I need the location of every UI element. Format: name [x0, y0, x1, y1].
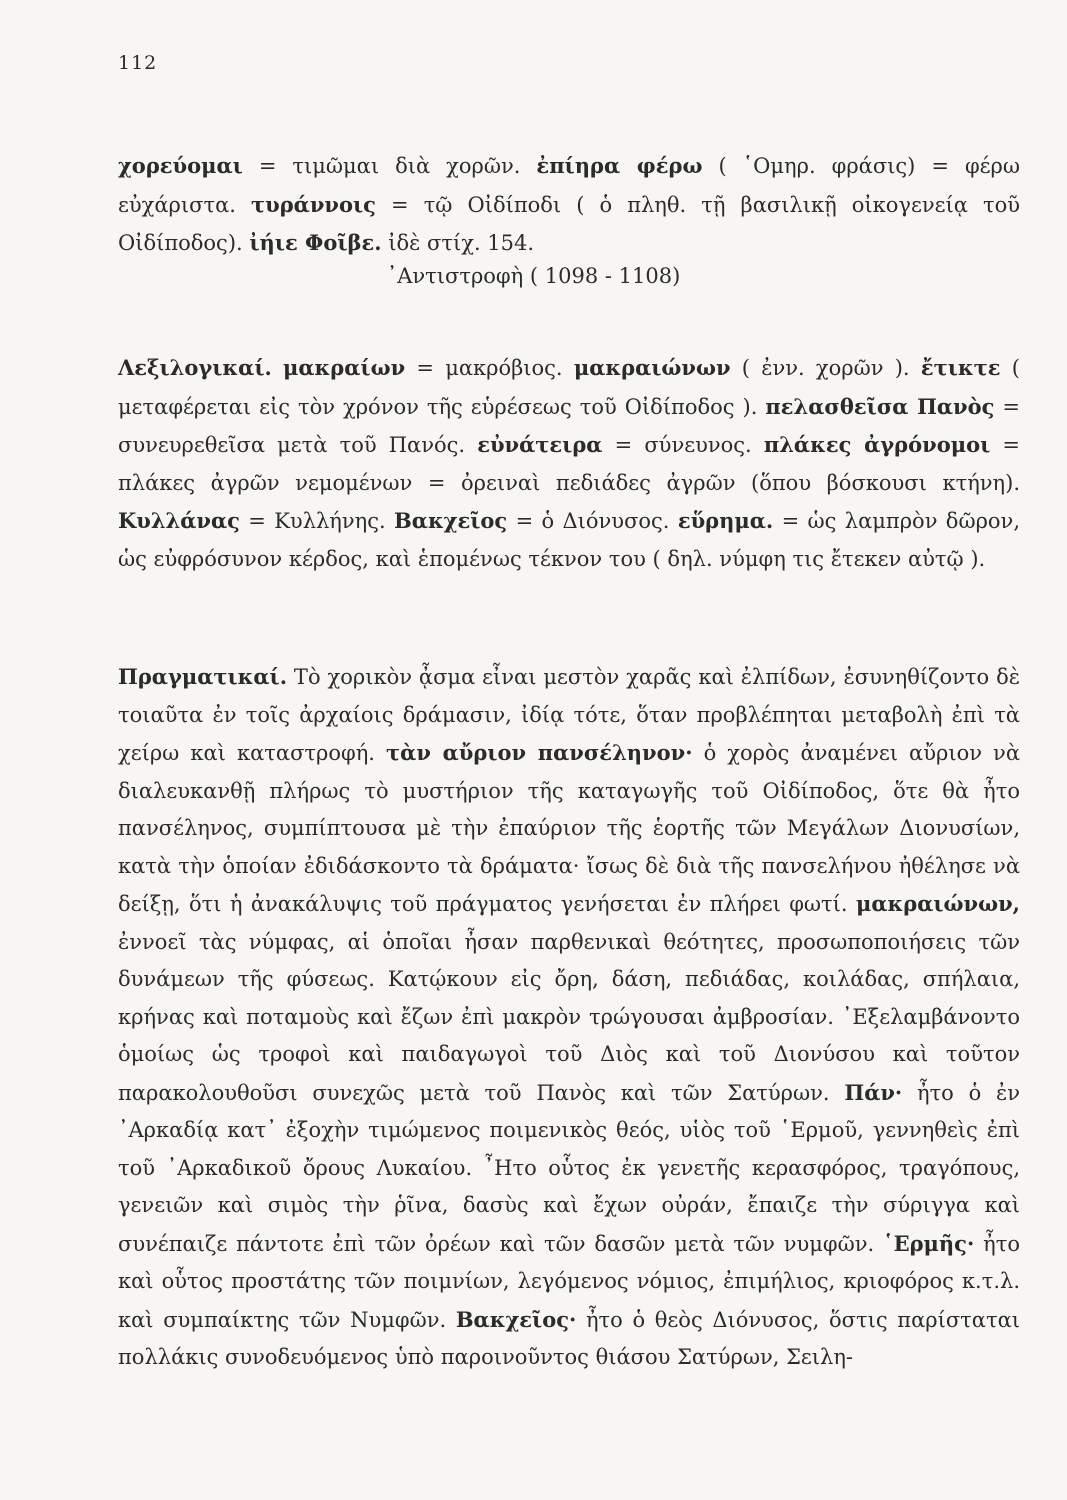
bold-term: Πάν· — [844, 1079, 903, 1105]
bold-term: χορεύομαι — [118, 153, 243, 178]
page-number: 112 — [118, 52, 158, 74]
text-run: Τὸ χορικὸν ᾆσμα εἶναι μεστὸν χαρᾶς καὶ ἐλπίδων, ἐσυνηθίζοντο δὲ τοιαῦτα ἐν τοῖς ἀρχαίοις δράμασιν, ἰδίᾳ τότε, ὅταν προβλέπηται μεταβολὴ ἐπὶ τὰ χείρω καὶ καταστροφή. — [118, 665, 1020, 765]
text-run: = ὡς λαμπρὸν δῶρον, ὡς εὐφρόσυνον κέρδος, καὶ ἑπομένως τέκνον του ( δηλ. νύμφη τις ἔτεκεν αὐτῷ ). — [118, 509, 1021, 571]
text-run: ( ῾Ομηρ. φράσις) = φέρω εὐχάριστα. — [118, 154, 1021, 217]
text-run: ἦτο ὁ θεὸς Διόνυσος, ὅστις παρίσταται πολλάκις συνοδευόμενος ὑπὸ παροινοῦντος θιάσου Σατύρων, Σειλη- — [118, 1307, 1021, 1369]
bold-term: πλάκες ἀγρόνομοι — [763, 432, 991, 457]
text-run: ἦτο καὶ οὗτος προστάτης τῶν ποιμνίων, λεγόμενος νόμιος, ἐπιμήλιος, κριοφόρος κ.τ.λ. καὶ συμπαίκτης τῶν Νυμφῶν. — [118, 1231, 1020, 1332]
text-run: ἰδὲ στίχ. 154. — [381, 231, 535, 255]
text-run: = τιμῶμαι διὰ χορῶν. — [242, 154, 537, 178]
bold-term: μακραιώνων — [573, 355, 731, 380]
text-run: ἦτο ὁ ἐν ᾿Αρκαδίᾳ κατ᾿ ἐξοχὴν τιμώμενος ποιμενικὸς θεός, υἱὸς τοῦ ῾Ερμοῦ, γεννηθεὶς ἐπὶ τοῦ ᾿Αρκαδικοῦ ὄρους Λυκαίου. ῏Ητο οὗτος ἐκ γενετῆς κερασφόρος, τραγόπους, γενειῶν καὶ σιμὸς τὴν ῥῖνα, δασὺς καὶ ἔχων οὐράν, ἔπαιζε τὴν σύριγγα καὶ συνέπαιζε πάντοτε ἐπὶ τῶν ὀρέων καὶ τῶν δασῶν μετὰ τῶν νυμφῶν. — [118, 1080, 1020, 1256]
text-run: ( ἐνν. χορῶν ). — [730, 356, 921, 380]
bold-term: Πραγματικαί. — [118, 664, 288, 689]
text-run — [272, 356, 283, 380]
bold-term: τὰν αὔριον πανσέληνον· — [386, 740, 693, 765]
text-run: = τῷ Οἰδίποδι ( ὁ πληθ. τῇ βασιλικῇ οἰκογενείᾳ τοῦ Οἰδίποδος). — [118, 192, 1020, 255]
bold-term: ῾Ερμῆς· — [883, 1230, 975, 1256]
bold-term: Βακχεῖος· — [455, 1306, 577, 1332]
paragraph-glossary-1 — [118, 147, 1020, 263]
text-run: = σύνευνος. — [602, 433, 764, 457]
text-run: ἐννοεῖ τὰς νύμφας, αἱ ὁποῖαι ἦσαν παρθενικαὶ θεότητες, προσωποποιήσεις τῶν δυνάμεων τῆς φύσεως. Κατῴκουν εἰς ὄρη, δάση, πεδιάδας, κοιλάδας, σπήλαια, κρήνας καὶ ποταμοὺς καὶ ἔζων ἐπὶ μακρὸν τρώγουσαι ἀμβροσίαν. ᾿Εξελαμβάνοντο ὁμοίως ὡς τροφοὶ καὶ παιδαγωγοὶ τοῦ Διὸς καὶ τοῦ Διονύσου καὶ τοῦτον παρακολουθοῦσι συνεχῶς μετὰ τοῦ Πανὸς καὶ τῶν Σατύρων. — [118, 929, 1020, 1105]
bold-term: εὕρημα. — [677, 508, 774, 533]
paragraph-factual-notes — [118, 658, 1020, 1377]
text-run: ὁ χορὸς ἀναμένει αὔριον νὰ διαλευκανθῇ πλήρως τὸ μυστήριον τῆς καταγωγῆς τοῦ Οἰδίποδος, ὅτε θὰ ἦτο πανσέληνος, συμπίπτουσα μὲ τὴν ἐπαύριον τῆς ἑορτῆς τῶν Μεγάλων Διονυσίων, κατὰ τὴν ὁποίαν ἐδιδάσκοντο τὰ δράματα· ἴσως δὲ διὰ τῆς πανσελήνου ἠθέλησε νὰ δείξῃ, ὅτι ἡ ἀνακάλυψις τοῦ πράγματος γενήσεται ἐν πλήρει φωτί. — [118, 741, 1020, 916]
bold-term: Βακχεῖος — [394, 508, 508, 533]
bold-term: μακραίων — [283, 355, 406, 380]
bold-term: ἔτικτε — [920, 355, 1001, 380]
section-heading: ᾿Αντιστροφὴ ( 1098 - 1108) — [386, 264, 681, 288]
text-run: = Κυλλήνης. — [239, 509, 395, 533]
text-run: = συνευρεθεῖσα μετὰ τοῦ Πανός. — [118, 394, 1021, 457]
bold-term: εὐνάτειρα — [477, 432, 603, 457]
text-run: ( μεταφέρεται εἰς τὸν χρόνον τῆς εὑρέσεως τοῦ Οἰδίποδος ). — [118, 356, 1020, 419]
bold-term: Λεξιλογικαί. — [118, 355, 272, 380]
bold-term: μακραιώνων, — [855, 891, 1020, 916]
bold-term: ἰήιε Φοῖβε. — [249, 230, 382, 255]
bold-term: ἐπίηρα φέρω — [536, 153, 703, 178]
bold-term: Κυλλάνας — [118, 508, 240, 533]
bold-term: πελασθεῖσα Πανὸς — [765, 393, 995, 419]
text-run: = ὁ Διόνυσος. — [507, 509, 678, 533]
text-run: = πλάκες ἀγρῶν νεμομένων = ὀρειναὶ πεδιάδες ἀγρῶν (ὅπου βόσκουσι κτήνη). — [118, 433, 1020, 495]
bold-term: τυράννοις — [251, 191, 376, 217]
text-run: = μακρόβιος. — [405, 356, 574, 380]
paragraph-lexical-notes — [118, 349, 1020, 578]
